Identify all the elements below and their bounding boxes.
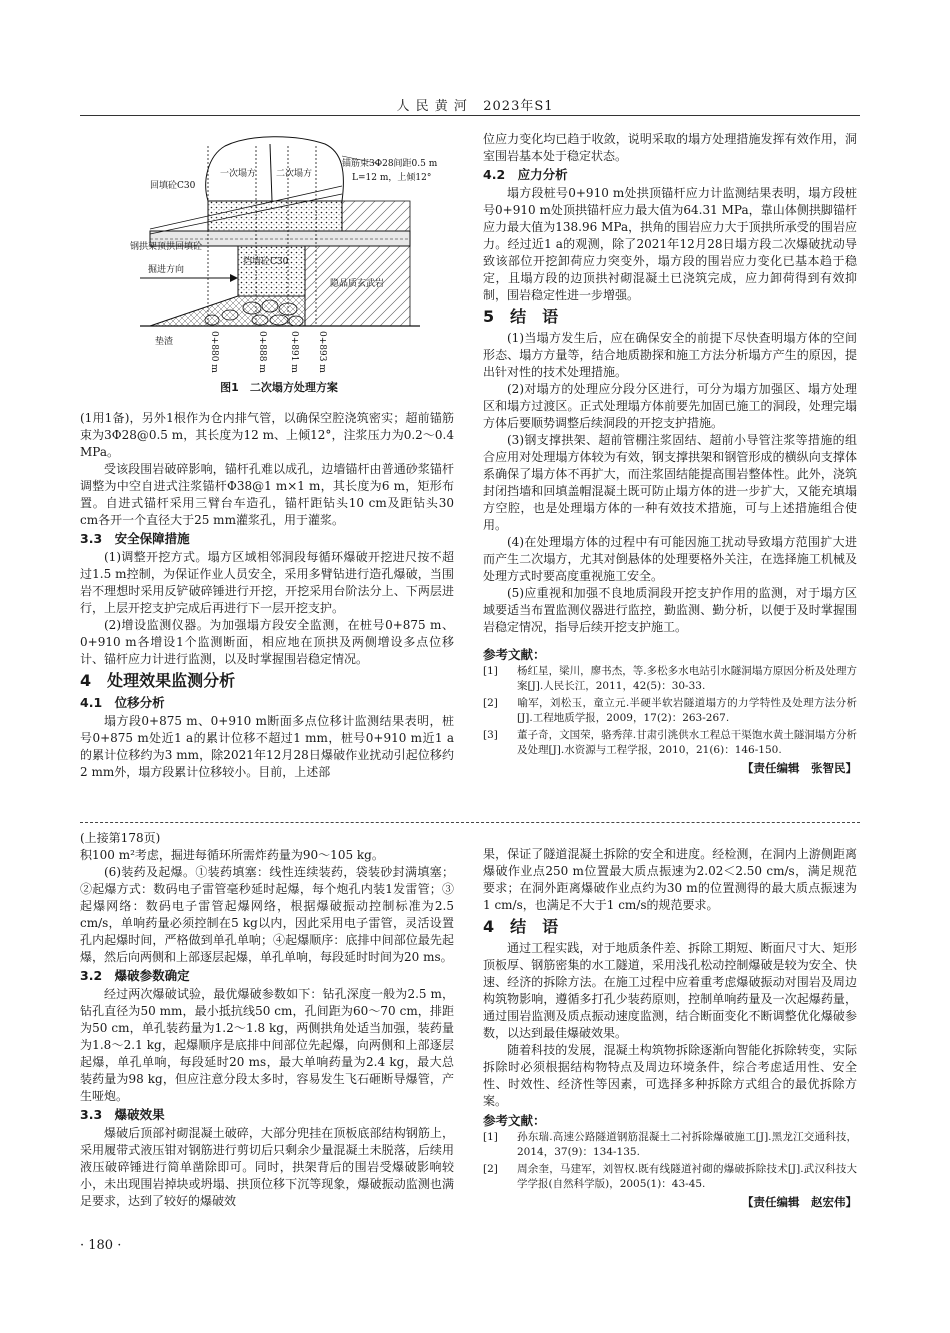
paragraph: (1)调整开挖方式。塌方区域相邻洞段每循环爆破开挖进尺按不超过1.5 m控制，为保证作业人员安全，采用多臂钻进行造孔爆破，当围岩不理想时采用反铲破碎锤进行开挖，开挖采用台阶法分上、下两层进行，上层开挖支护完成后再进行下一层开挖支护。 xyxy=(80,550,454,615)
section-heading: 3.3 安全保障措施 xyxy=(80,531,190,546)
responsible-editor: 【责任编辑 张智民】 xyxy=(742,761,857,775)
paragraph: 塌方段桩号0+910 m处拱顶锚杆应力计监测结果表明，塌方段桩号0+910 m处顶拱锚杆应力最大值为64.31 MPa，靠山体侧拱脚锚杆应力最大值为138.96 MPa，拱角的围岩应力大于顶拱所承受的围岩应力。经过近1 a的观测，除了2021年12月28日塌方段二次爆破扰动导致该部位开挖卸荷应力突变外，塌方段的围岩应力变化已基本趋于稳定，且塌方段的边顶拱衬砌混凝土已浇筑完成，应力卸荷得到有效抑制，围岩稳定性进一步增强。 xyxy=(483,186,857,302)
reference-item: [2] 喻军，刘松玉，童立元.半硬半软岩隧道塌方的力学特性及处理方法分析[J].工程地质学报，2009，17(2)：263-267. xyxy=(483,697,857,724)
paragraph: (2)增设监测仪器。为加强塌方段安全监测，在桩号0+875 m、0+910 m各增设1个监测断面，相应地在顶拱及两侧增设多点位移计、锚杆应力计进行监测，以及时掌握围岩稳定情况。 xyxy=(80,618,454,666)
lower-right-column xyxy=(483,846,857,1211)
label-anchor-spec: L=12 m，上倾12° xyxy=(352,173,432,183)
section-heading: 3.3 爆破效果 xyxy=(80,1107,165,1122)
page-number: · 180 · xyxy=(80,1238,122,1253)
paragraph: 受该段围岩破碎影响，锚杆孔难以成孔，边墙锚杆由普通砂浆锚杆调整为中空自进式注浆锚杆Φ38@1 m×1 m，其长度为6 m，矩形布置。自进式锚杆采用三臂台车造孔，锚杆距钻头10 cm及距钻头30 cm各开一个直径大于25 mm灌浆孔，用于灌浆。 xyxy=(80,462,454,527)
paragraph: 塌方段0+875 m、0+910 m断面多点位移计监测结果表明，桩号0+875 m处近1 a的累计位移不超过1 mm，桩号0+910 m近1 a的累计位移约为3 mm，除2021年12月28日爆破作业扰动引起位移约2 mm外，塌方段累计位移较小。目前，上述部 xyxy=(80,714,454,779)
section-heading: 5 结 语 xyxy=(483,307,559,326)
section-heading: 4.1 位移分析 xyxy=(80,695,165,710)
section-heading: 4.2 应力分析 xyxy=(483,167,568,182)
paragraph: (6)装药及起爆。①装药填塞：线性连续装药，袋装砂封满填塞；②起爆方式：数码电子雷管毫秒延时起爆，每个炮孔内装1发雷管；③起爆网络：数码电子雷管起爆网络，根据爆破振动控制标准为2.5 cm/s，单响药量必须控制在5 kg以内，因此采用电子雷管，灵活设置孔内起爆时间，严格做到单孔单响；④起爆顺序：底排中间部位最先起爆，然后向两侧和上部逐层起爆，单孔单响，每段延时时间为20 ms。 xyxy=(80,865,454,964)
label-backfill: 回填砼C30 xyxy=(150,181,196,191)
label-second-collapse: 二次塌方 xyxy=(276,169,313,179)
references-title: 参考文献： xyxy=(483,1113,546,1128)
lower-left-column xyxy=(80,830,454,1210)
continuation-note: (上接第178页) xyxy=(80,831,161,845)
label-retaining: 挡墙砼C30 xyxy=(243,257,289,267)
paragraph: 爆破后顶部衬砌混凝土破碎，大部分兜挂在顶板底部结构钢筋上，采用履带式液压钳对钢筋进行剪切后只剩余少量混凝土未脱落，后续用液压破碎锤进行简单凿除即可。同时，拱架背后的围岩受爆破影响较小，未出现围岩掉块或坍塌、拱顶位移下沉等现象，爆破振动监测也满足要求，达到了较好的爆破效 xyxy=(80,1126,454,1208)
paragraph: (4)在处理塌方体的过程中有可能因施工扰动导致塌方范围扩大进而产生二次塌方，尤其对倒悬体的处理要格外关注，在选择施工机械及处理方式时要高度重视施工安全。 xyxy=(483,535,857,583)
label-rock: 隐晶质玄武岩 xyxy=(330,279,385,289)
upper-right-column xyxy=(483,131,857,777)
references-title: 参考文献： xyxy=(483,647,546,662)
paragraph: 通过工程实践，对于地质条件差、拆除工期短、断面尺寸大、矩形顶板厚、钢筋密集的水工隧道，采用浅孔松动控制爆破是较为安全、快速、经济的拆除方法。在施工过程中应着重考虑爆破振动对围岩及周边构筑物影响，遵循多打孔少装药原则，控制单响药量及一次起爆药量，通过围岩监测及质点振动速度监测，结合断面变化不断调整优化爆破参数，以达到最佳爆破效果。 xyxy=(483,941,857,1040)
header-rule xyxy=(80,115,860,116)
label-arch-backfill: 钢拱架顶拱回填砼 xyxy=(130,242,203,252)
reference-item: [1] 杨红星，梁川，廖书杰，等.多松多水电站引水隧洞塌方原因分析及处理方案[J].人民长江，2011，42(5)：30-33. xyxy=(483,665,857,692)
journal-issue: 2023年S1 xyxy=(483,99,554,114)
label-anchor: 锚筋束3Φ28间距0.5 m xyxy=(342,159,438,169)
reference-item: [3] 董子奇，文国荣，骆秀萍.甘肃引洮供水工程总干渠饱水黄土隧洞塌方分析及处理[J].水资源与工程学报，2010，21(6)：146-150. xyxy=(483,729,857,756)
paragraph: 随着科技的发展，混凝土构筑物拆除逐渐向智能化拆除转变，实际拆除时必须根据结构物特点及周边环境条件，综合考虑适用性、安全性、时效性、经济性等因素，可选择多种拆除方式组合的最优拆除方案。 xyxy=(483,1043,857,1108)
paragraph: (3)钢支撑拱架、超前管棚注浆固结、超前小导管注浆等措施的组合应用对处理塌方体较为有效，钢支撑拱架和钢管形成的横纵向支撑体系确保了塌方体不再扩大，而注浆固结能提高围岩整体性。此外，浇筑封闭挡墙和回填盖帽混凝土既可防止塌方体的进一步扩大，又能充填塌方空腔，也是处理塌方体的一种有效技术措施，可与上述措施组合使用。 xyxy=(483,433,857,532)
paragraph: (1)当塌方发生后，应在确保安全的前提下尽快查明塌方体的空间形态、塌方方量等，结合地质勘探和施工方法分析塌方产生的原因，提出针对性的技术处理措施。 xyxy=(483,331,857,379)
label-station-3: 0+891 m xyxy=(289,331,299,373)
section-heading: 4 处理效果监测分析 xyxy=(80,671,236,690)
paragraph: 果，保证了隧道混凝土拆除的安全和进度。经检测，在洞内上游侧距离爆破作业点250 m位置最大质点振速为2.02＜2.50 cm/s，满足规范要求；在洞外距离爆破作业点约为30 m的位置测得的最大质点振速为1 cm/s，也满足不大于1 cm/s的规范要求。 xyxy=(483,847,857,912)
label-ballast: 垫渣 xyxy=(155,337,174,347)
paragraph: (2)对塌方的处理应分段分区进行，可分为塌方加强区、塌方处理区和塌方过渡区。正式处理塌方体前要先加固已施工的洞段，处理完塌方体后要顺势调整后续洞段的开挖支护措施。 xyxy=(483,382,857,430)
section-heading: 4 结 语 xyxy=(483,917,559,936)
paragraph: 位应力变化均已趋于收敛，说明采取的塌方处理措施发挥有效作用，洞室围岩基本处于稳定状态。 xyxy=(483,132,857,163)
section-heading: 3.2 爆破参数确定 xyxy=(80,968,190,983)
paragraph: (1用1备)，另外1根作为仓内排气管，以确保空腔浇筑密实；超前锚筋束为3Φ28@0.5 m，其长度为12 m、上倾12°，注浆压力为0.2～0.4 MPa。 xyxy=(80,411,454,459)
reference-item: [1] 孙东瑞.高速公路隧道钢筋混凝土二衬拆除爆破施工[J].黑龙江交通科技，2014，37(9)：134-135. xyxy=(483,1131,857,1158)
collapse-diagram xyxy=(80,126,478,376)
label-station-1: 0+880 m xyxy=(209,331,219,373)
label-station-2: 0+888 m xyxy=(257,331,267,373)
label-first-collapse: 一次塌方 xyxy=(220,169,257,179)
paragraph: 经过两次爆破试验，最优爆破参数如下：钻孔深度一般为2.5 m，钻孔直径为50 mm，最小抵抗线50 cm，孔间距为60～70 cm，排距为50 cm，单孔装药量为1.2～1.8 kg，两侧拱角处适当加强，装药量为1.8～2.1 kg，起爆顺序是底排中间部位先起爆，向两侧和上部逐层起爆，单孔单响，每段延时20 ms，最大单响药量为2.4 kg，最大总装药量为98 kg，但应注意分段太多时，容易发生飞石砸断导爆管，产生哑炮。 xyxy=(80,987,454,1103)
paragraph: (5)应重视和加强不良地质洞段开挖支护作用的监测，对于塌方区域要适当布置监测仪器进行监控，勤监测、勤分析，以便于及时掌握围岩稳定情况，指导后续开挖支护施工。 xyxy=(483,586,857,634)
label-station-4: 0+893 m xyxy=(317,331,327,373)
paragraph: 积100 m²考虑，掘进每循环所需炸药量为90～105 kg。 xyxy=(80,848,384,862)
figure-caption: 图1 二次塌方处理方案 xyxy=(220,381,338,394)
running-header xyxy=(0,95,950,114)
journal-name: 人 民 黄 河 xyxy=(396,99,468,114)
upper-left-column xyxy=(80,410,454,781)
label-direction: 掘进方向 xyxy=(148,265,185,275)
figure-1 xyxy=(80,126,478,398)
article-divider xyxy=(80,822,860,823)
reference-item: [2] 周余奎，马建军，刘智权.既有线隧道衬砌的爆破拆除技术[J].武汉科技大学学报(自然科学版)，2005(1)：43-45. xyxy=(483,1163,857,1190)
responsible-editor: 【责任编辑 赵宏伟】 xyxy=(742,1195,857,1209)
